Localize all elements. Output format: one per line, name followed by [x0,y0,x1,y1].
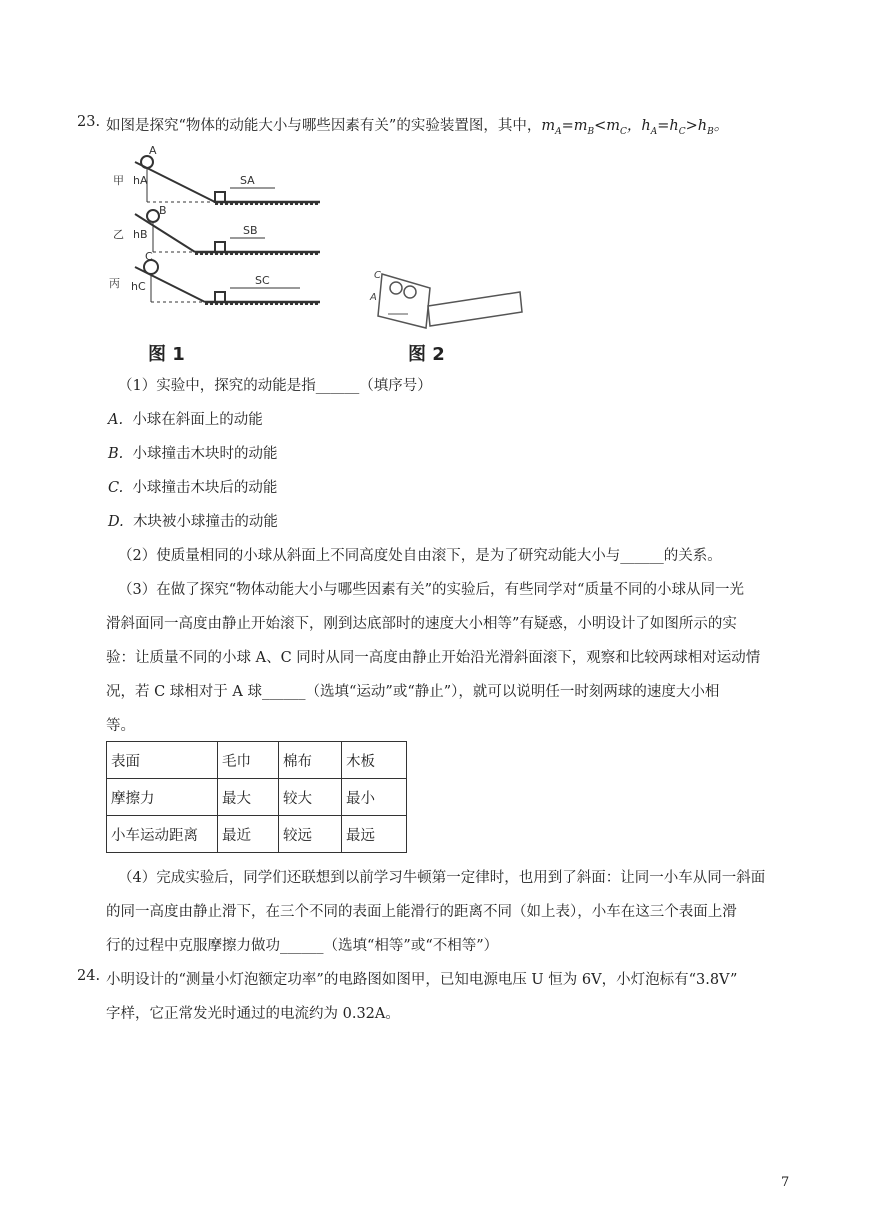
table-cell: 最远 [342,816,407,853]
table-cell: 小车运动距离 [107,816,218,853]
question-23-intro [106,114,728,137]
table-cell: 较大 [279,779,342,816]
option-b: B. 小球撞击木块时的动能 [108,446,278,462]
table-cell: 最小 [342,779,407,816]
table-row [107,779,407,816]
fig2-label-c: C [374,270,381,281]
table-cell: 棉布 [279,742,342,779]
fig1-label-hc: hC [131,280,146,293]
intro-text: 如图是探究“物体的动能大小与哪些因素有关”的实验装置图，其中， [106,118,542,134]
surface-friction-table [106,741,407,853]
fig1-label-ha: hA [133,174,148,187]
table-cell: 最近 [218,816,279,853]
figure-2-caption: 图 2 [408,344,445,365]
fig1-label-b: B [159,204,167,217]
question-24-line-1: 小明设计的“测量小灯泡额定功率”的电路图如图甲，已知电源电压 U 恒为 6V，小灯泡标有“3.8V” [106,972,738,988]
fig1-label-c: C [145,250,153,263]
table-cell: 毛巾 [218,742,279,779]
fig1-label-a: A [149,144,157,157]
table-row [107,742,407,779]
question-24-number: 24. [77,968,101,984]
table-cell: 木板 [342,742,407,779]
table-cell: 摩擦力 [107,779,218,816]
option-d: D. 木块被小球撞击的动能 [108,514,278,530]
option-c: C. 小球撞击木块后的动能 [108,480,278,496]
q23-part-3-line-5: 等。 [106,718,135,734]
fig1-label-yi: 乙 [113,228,124,241]
fig1-label-hb: hB [133,228,148,241]
table-cell: 较远 [279,816,342,853]
fig2-label-a: A [370,292,377,303]
q23-part-4-line-1: （4）完成实验后，同学们还联想到以前学习牛顿第一定律时，也用到了斜面：让同一小车从同一斜面 [118,870,766,886]
fig1-label-sa: SA [240,174,255,187]
question-24-line-2: 字样，它正常发光时通过的电流约为 0.32A。 [106,1006,400,1022]
option-a: A. 小球在斜面上的动能 [108,412,263,428]
question-23-number: 23. [77,114,101,130]
figure-1-caption: 图 1 [148,344,185,365]
fig1-label-sb: SB [243,224,258,237]
fig1-label-jia: 甲 [113,174,124,187]
q23-part-4-line-3: 行的过程中克服摩擦力做功______（选填“相等”或“不相等”） [106,938,499,954]
q23-part-3-line-1: （3）在做了探究“物体动能大小与哪些因素有关”的实验后，有些同学对“质量不同的小球从同一光 [118,582,744,598]
page-number: 7 [781,1175,790,1190]
q23-part-4-line-2: 的同一高度由静止滑下，在三个不同的表面上能滑行的距离不同（如上表），小车在这三个表面上滑 [106,904,737,920]
fig1-label-sc: SC [255,274,270,287]
table-cell: 表面 [107,742,218,779]
q23-part-1: （1）实验中，探究的动能是指______（填序号） [118,378,432,394]
q23-part-3-line-3: 验：让质量不同的小球 A、C 同时从同一高度由静止开始沿光滑斜面滚下，观察和比较两球相对运动情 [106,650,761,666]
table-row [107,816,407,853]
figure-2-incline [368,266,528,332]
q23-part-3-line-4: 况，若 C 球相对于 A 球______（选填“运动”或“静止”），就可以说明任一时刻两球的速度大小相 [106,684,720,700]
fig1-label-bing: 丙 [109,277,120,290]
condition-formula: $m_A=m_B<m_C$，$h_A=h_C>h_B$。 [541,118,729,137]
q23-part-2: （2）使质量相同的小球从斜面上不同高度处自由滚下，是为了研究动能大小与______的关系。 [118,548,722,564]
figure-1-ramps [105,142,335,342]
table-cell: 最大 [218,779,279,816]
q23-part-3-line-2: 滑斜面同一高度由静止开始滚下，刚到达底部时的速度大小相等”有疑惑，小明设计了如图所示的实 [106,616,737,632]
